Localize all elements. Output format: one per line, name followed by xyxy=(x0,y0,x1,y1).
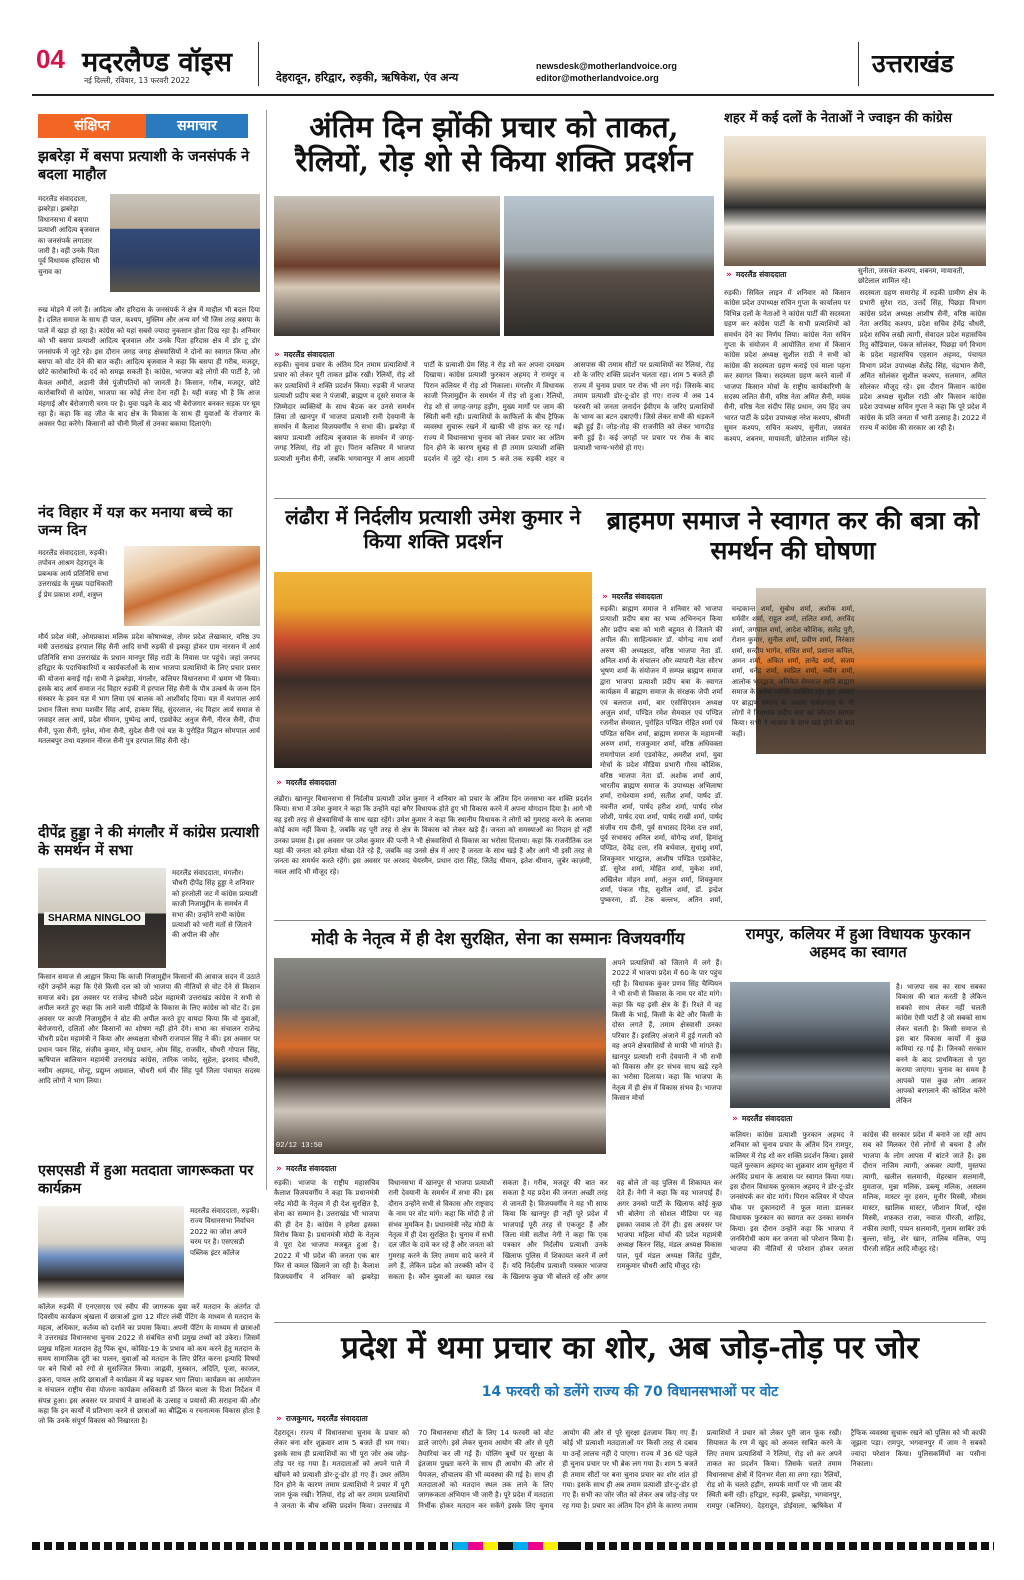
news-photo xyxy=(124,546,260,626)
section-rule xyxy=(274,1322,986,1323)
byline: » मदरलैंड संवाददाता xyxy=(276,778,336,788)
news-photo xyxy=(504,196,714,336)
rampur-body: कलियर। कांग्रेस प्रत्याशी फुरकान अहमद ने शनिवार को चुनाव प्रचार के अंतिम दिन रामपुर, कलियर में रोड़ शो कर शक्ति प्रदर्शन किया। इससे पहले फुरकान अहमद का शुक्रवार शाम सुनेहरा में अरविंद प्रधान के आवास पर स्वागत किया गया। इस दौरान विधायक फुरकान अहमद ने डोर-टू-डोर जनसंपर्क कर वोट मांगे। पिरान कलियर में पोपल चौक पर दुकानदारों ने फूल माला डालकर विधायक फुरकान का स्वागत कर उनका समर्थन किया। इस दौरान उन्होंने कहा कि भाजपा ने जनविरोधी काम कर जनता को परेशान किया है। भाजपा की नीतियों से परेशान होकर जनता कांग्रेस की सरकार प्रदेश में बनाने जा रही आप सब को मिलकर ऐसे लोगों से बचना है और भाजपा के लोग आपस में बांटने जाते हैं। इस दौरान नाजिम त्यागी, अकबर त्यागी, मुस्तफा त्यागी, खलील सलमानी, मेहरबान सलमानी, मुमताज, मुन्ना मलिक, डब्ल्यू मलिक, असलम मलिक, मास्टर नूर हसन, मुनीर मिस्त्री, मौसम मास्टर, खालिक मास्टर, जीशान मिर्जा, रईस मिस्त्री, शफ़कत राजा, नवाज पीरजी, शाहिद, नफीस त्यागी, पप्पन सलमानी, गुलाम साबिर उर्फ बुल्ला, सोनू, शेर खान, तालिब मलिक, पप्पू पीरजी सहित आदि मौजूद रहे। xyxy=(730,1131,986,1254)
bottom-subhead: 14 फरवरी को डलेंगे राज्य की 70 विधानसभाओं पर वोट xyxy=(481,1384,779,1400)
column-divider xyxy=(266,110,267,1190)
registration-marks xyxy=(32,1542,453,1550)
rampur-headline: रामपुर, कलियर में हुआ विधायक फुरकान अहमद का स्वागत xyxy=(745,926,971,961)
news-photo xyxy=(730,982,890,1108)
masthead-rule xyxy=(32,94,994,96)
masthead xyxy=(32,40,994,90)
landhaura-headline: लंढौरा में निर्दलीय प्रत्याशी उमेश कुमार ने किया शक्ति प्रदर्शन xyxy=(285,506,581,553)
section-rule xyxy=(274,498,986,499)
color-swatches xyxy=(453,1542,573,1550)
brahmin-headline: ब्राहमण समाज ने स्वागत कर की बत्रा को समर्थन की घोषणा xyxy=(606,506,980,565)
page-number: 04 xyxy=(36,44,65,74)
photo-timestamp: 02/12 13:50 xyxy=(276,1142,323,1150)
news-photo xyxy=(274,958,606,1154)
brief-tag-right: समाचार xyxy=(146,114,248,138)
news-photo xyxy=(274,572,592,768)
story-headline: दीपेंद्र हुड्डा ने की मंगलौर में कांग्रेस प्रत्याशी के समर्थन में सभा xyxy=(38,824,260,859)
news-photo xyxy=(38,868,166,968)
photo-banner-text: SHARMA NINGLOO xyxy=(44,912,145,925)
story-intro: मदरलैंड संवाददाता, रुड़की। राज्य विधानसभा निर्वाचन 2022 का जोश अपने चरम पर है। एसएसडी पब्लिक इंटर कॉलेज xyxy=(190,1207,260,1257)
modi-side-text: अपने प्रत्याशियों को जिताने में लगे हैं। 2022 में भाजपा प्रदेश में 60 के पार पहुंच रही है। विधायक कुंवर प्रणव सिंह चैम्पियन ने भी सभी से विकास के नाम पर वोट मांगे। कहा कि यह इसी क्षेत्र के हैं। रिश्ते में वह किसी के भाई, किसी के बेटे और किसी के दोस्त लगते हैं, तमाम क्षेत्रवासी उनका परिवार हैं। इसलिए अंजाने में हुई गलती को वह अपने क्षेत्रवासियों से माफी भी मांगते हैं। खानपुर प्रत्याशी रानी देवयानी ने भी सभी को विकास और हर संभव साथ खड़े रहने का भरोसा दिलाया। कहा कि भाजपा के नेतृत्व में ही क्षेत्र में विकास संभव है। भाजपा किसान मोर्चा xyxy=(612,959,722,1103)
modi-body: रुड़की। भाजपा के राष्ट्रीय महासचिव कैलाश विजयवर्गीय ने कहा कि प्रधानमंत्री नरेंद्र मोदी के नेतृत्व में ही देश सुरक्षित है, सेना का सम्मान है। उत्तराखंड भी भाजपा की ही देन है। कांग्रेस ने हमेशा इसका विरोध किया है। प्रधानमंत्री मोदी के नेतृत्व में पूरा देश भाजपा मजबूत हुआ है। 2022 में भी प्रदेश की जनता एक बार फिर से कमल खिलाने जा रही है। कैलाश विजयवर्गीय ने शनिवार को झबरेड़ा विधानसभा में खानपुर से भाजपा प्रत्याशी रानी देवयानी के समर्थन में सभा की। इस दौरान उन्होंने सभी से विकास और राष्ट्रवाद के नाम पर वोट मांगे। कहा कि मोदी है तो संभव मुमकिन है। प्रधानमंत्री नरेंद्र मोदी के नेतृत्व में ही देश सुरक्षित है। चुनाव में सभी दल जीत के दावे कर रहे हैं और जनता को गुमराह करने के लिए तमाम वादे करने में लगे हैं, लेकिन प्रदेश को तरक्की कौन दे सकता है। कौन युवाओं का ख्याल रख सकता है। गरीब, मजदूर की बात कर सकता है यह प्रदेश की जनता अच्छी तरह से जानती है। विजयवर्गीय ने यह भी साफ किया कि खानपुर ही नहीं पूरे प्रदेश में भाजपाई पूरी तरह से एकजुट हैं और जिला मंत्री सतीश नेगी ने कहा कि एक पत्रकार और निर्दलीय प्रत्याशी उनके खिलाफ पुलिस में शिकायत करने में लगे हैं। यदि निर्दलीय प्रत्याशी पत्रकार भाजपा के खिलाफ कुछ भी बोलते रहें और अगर वह बोले तो वह पुलिस में शिकायत कर देते हैं। नेगी ने कहा कि यह भाजपाई हैं। अगर उनको पार्टी के खिलाफ कोई कुछ भी बोलेगा तो सोशल मीडिया पर वह इसका जवाब तो देंगे ही। इस अवसर पर भाजपा महिला मोर्चा की प्रदेश महामंत्री अध्यक्ष किरन सिंह, मंडल अध्यक्ष विकास पाल, पूर्व मंडल अध्यक्ष जितेंद्र पुंडीर, रामकुमार चौधरी आदि मौजूद रहे। xyxy=(274,1179,722,1281)
brahmin-body: रुड़की। ब्राह्मण समाज ने शनिवार को भाजपा प्रत्याशी प्रदीप बत्रा का भव्य अभिनन्दन किया और प्रदीप बत्रा को भारी बहुमत से जिताने की अपील की। साहित्यकार डॉ. योगेन्द्र नाथ शर्मा अरुण की अध्यक्षता, वरिष्ठ भाजपा नेता डॉ. अनिल शर्मा के संचालन और व्यापारी नेता सौरभ भूषण शर्मा के संयोजन में सम्पन्न ब्राह्मण समाज द्वारा भाजपा प्रत्याशी प्रदीप बत्रा के स्वागत कार्यक्रम में ब्राह्मण समाज के संरक्षक जेपी शर्मा एवं बलराज शर्मा, बार एसोसिएशन अध्यक्ष अजुल शर्मा, पण्डित रमेश सेमवाल एवं पण्डित रजनीश सेमवाल, पुरोहित पण्डित रोहित शर्मा एवं पण्डित सचिन शर्मा, ब्राह्मण समाज के महामन्त्री अरुण शर्मा, राजकुमार शर्मा, वरिष्ठ अधिवक्ता रामगोपाल शर्मा एडवोकेट, अमरीश शर्मा, युवा मोर्चा के प्रदेश मीडिया प्रभारी गौरव कौशिक, वरिष्ठ भाजपा नेता डॉ. अशोक शर्मा आर्य, भारतीय ब्राह्मण समाज के उपाध्यक्ष अभिलाषा शर्मा, राधेश्याम शर्मा, सतीश शर्मा, पार्षद डॉ. नवनीत शर्मा, पार्षद हरीश शर्मा, पार्षद रमेश जोशी, पार्षद दया शर्मा, पार्षद राखी शर्मा, पार्षद संजीव राय दीनी, पूर्व सभासद दिनेश दत्त शर्मा, पूर्व सभासद अनिल शर्मा, योगेन्द्र शर्मा, हिमांशु पण्डित, देवेंद्र दत्ता, रवि बर्थवाल, सुधांशु शर्मा, शिवकुमार भारद्वाज, आशीष पण्डित एडवोकेट, डॉ. सुरेश शर्मा, मोहित शर्मा, मुकेश शर्मा, अखिलेश मोहन शर्मा, अनुज शर्मा, शिवकुमार शर्मा, पंकज गौड़, सुशील शर्मा, डॉ. इन्द्रेश पुष्करना, डॉ. टेक बल्लभ, अतिन शर्मा, चन्द्रकान्त शर्मा, सुबोध शर्मा, अशोक शर्मा, धर्मवीर शर्मा, राहुल शर्मा, ललित शर्मा, अरविंद शर्मा, जगपाल शर्मा, आदेश कौशिक, सलेंद्र पुरी, रोशन कुमार, सुनील शर्मा, प्रवीण शर्मा, निरंकार शर्मा, सन्दीप भार्गव, सचित शर्मा, प्रशान्त कपिल, अमन शर्मा, अंकित शर्मा, ज्ञानेंद्र शर्मा, संजय शर्मा, धनेंद्र शर्मा, स्वप्निल शर्मा, नवीन शर्मा, आलोक भारद्वाज, अनिकेत सेमवाल आदि ब्राह्मण समाज के अनेक व्यक्ति उपस्थित रहे। इस अवसर पर ब्राह्मण समाज के अलावा सर्वसमाज के भी लोगों ने विधायक प्रदीप बत्रा का जोरदार स्वागत किया। सभी ने भाजपा के साथ खड़े होने की बात कही। xyxy=(600,605,855,905)
lead-photos xyxy=(274,196,714,336)
masthead-divider xyxy=(258,42,259,86)
modi-headline: मोदी के नेतृत्व में ही देश सुरक्षित, सेना का सम्मानः विजयवर्गीय xyxy=(311,929,685,948)
byline: » मदरलैंड संवाददाता xyxy=(602,592,662,602)
news-photo xyxy=(110,194,260,292)
brief-tag xyxy=(38,114,248,138)
rampur-side-text: है। भाजपा सब का साथ सबका विकास की बात करती है लेकिन सबको साथ लेकर नहीं चलती कांग्रेस ऐसी पार्टी है जो सबको साथ लेकर चलती है। किसी समाज से इस बार विकास कार्यों में कुछ कमियां रह गई हैं। जिनको सरकार बनने के बाद प्राथमिकता से पूरा कराया जाएगा। चुनाव का समय है आपको पास कुछ लोग आकर आपको बरगलाने की कोशिश करेंगे लेकिन xyxy=(896,983,986,1106)
story-intro: मदरलैंड संवाददाता, रुड़की। तपोवन आश्रम देहरादून के प्रबन्धक आर्य प्रतिनिधि सभा उत्तराखंड के मुख्य पदाधिकारी ई प्रेम प्रकाश शर्मा, शत्रुघ्न xyxy=(38,549,113,599)
story-intro: मदरलैंड संवाददाता, मंगलौर। चौधरी दीपेंद्र सिंह हुड्डा ने शनिवार को हरजोली जट में कांग्रेस प्रत्याशी काजी निजामुद्दीन के समर्थन में सभा की। उन्होंने सभी कांग्रेस प्रत्याशी को भारी मतों से जिताने की अपील की और xyxy=(172,869,258,940)
story-body: मौर्य प्रदेश मंत्री, ओमप्रकाश मलिक प्रदेश कोषाध्यक्ष, तोमर प्रदेश लेखाकार, वरिष्ठ उप मंत्री उत्तराखंड हरपाल सिंह सैनी आदि सभी रुड़की से इकट्ठा होकर ग्राम नारसन में आर्य प्रतिनिधि सभा उत्तराखंड के प्रधान मानपुर सिंह राठी के निवास पर पहुंचे। जहां जनपद हरिद्वार के पदाधिकारियों व कार्यकर्ताओं के साथ भाजपा प्रत्याशियों के लिए प्रचार प्रसार की योजना बनाई गई। सभी ने झबरेड़ा, मंगलौर, कलियर विधानसभा में भ्रमण भी किया। इसके बाद आर्य समाज नंद विहार रुड़की में हरपाल सिंह सैनी के पौत्र उत्कर्ष के जन्म दिन संस्कार के हवन यज्ञ में भाग लिया एवं बालक को आशीर्वाद दिया। यज्ञ में यशपाल आर्य प्रधान जिला सभा यशवीर सिंह आर्य, हाकम सिंह, सुंदरलाल, नंद विहार आर्य समाज से जवाहर लाल आर्य, प्रदेश धीमान, पुष्पेन्द्र आर्य, एडवोकेट अनुज सैनी, नीरज सैनी, दीपा सैनी, पूजा सैनी, गुनेश, मोना सैनी, सुदेश सैनी एवं यज्ञ के पुरोहित विद्वान सोमपाल आर्य मतलबपुर तथा यज्ञमान नीरज सैनी पुत्र हरपाल सिंह सैनी रहे। xyxy=(38,633,260,746)
lead-headline: अंतिम दिन झोंकी प्रचार को ताकत, रैलियों, रोड़ शो से किया शक्ति प्रदर्शन xyxy=(295,110,693,179)
story-headline: एसएसडी में हुआ मतदाता जागरूकता पर कार्यक्रम xyxy=(38,1162,254,1197)
email-news: newsdesk@motherlandvoice.org xyxy=(536,61,677,71)
section-rule xyxy=(274,920,986,921)
lead-body: रुड़की। चुनाव प्रचार के अंतिम दिन तमाम प्रत्याशियों ने प्रचार को लेकर पूरी ताकत झोंक रखी। रैलियों, रोड़ शो कर प्रत्याशियों ने शक्ति प्रदर्शन किया। रुड़की में भाजपा प्रत्याशी प्रदीप बत्रा ने पंजाबी, ब्राह्मण व दूसरे समाज के जिम्मेदार व्यक्तियों के साथ बैठक कर उनसे समर्थन लिया तो खानपुर में भाजपा प्रत्याशी रानी देवयानी के समर्थन में कैलाश विजयवर्गीय ने सभा की। झबरेड़ा में बसपा प्रत्याशी आदित्य बृजवाल के समर्थन में जगह-जगह रैलियां, रोड़ शो हुए। पिरान कलियर में भाजपा प्रत्याशी मुनीश सैनी, जबकि भगवानपुर में आम आदमी पार्टी के प्रत्याशी प्रेम सिंह ने रोड़ शो कर अपना दमखम दिखाया। कांग्रेस प्रत्याशी फुरकान अहमद ने रामपुर व पिरान कलियर में रोड़ शो निकाला। मंगलौर में विधायक काजी निजामुद्दीन के समर्थन में रोड़ शो हुआ। रैलियों, रोड़ शो से जगह-जगह हड़ौंग, मुख्य मार्गों पर जाम की स्थिती बनी रही। प्रत्याशियों के काफिलों के बीच ट्रैफिक व्यवस्था सुचारू रखने में खाकी भी हांफ कर रह गई। राज्य में विधानसभा चुनाव को लेकर प्रचार का अंतिम दिन होने के कारण सुबह से ही तमाम प्रत्याशी शक्ति प्रदर्शन में जुटे रहे। शाम 5 बजे तक रुड़की शहर व आसपास की तमाम सीटों पर प्रत्याशियों का रैलियां, रोड़ शो के जरिए शक्ति प्रदर्शन चलता रहा। शाम 5 बजते ही राज्य में चुनाव प्रचार पर रोक भी लग गई। जिसके बाद तमाम प्रत्याशी डोर-टू-डोर हो गए। राज्य में अब 14 फरवरी को जनता जनार्दन ईवीएम के जरिए प्रत्याशियों के भाग्य का बटन दबाएगी। जिसे लेकर सभी की धड़कनें बढ़ी हुई हैं। जोड़-तोड़ की राजनीति को लेकर भागदौड़ बनी हुई है। कई जगहों पर प्रचार पर रोक के बाद प्रत्याशी भाग्य-भरोसे हो गए। xyxy=(274,361,714,463)
byline: » मदरलैंड संवाददाता xyxy=(274,350,334,360)
story-intro: मदरलैंड संवाददाता, झबरेड़ा। झबरेड़ा विधानसभा में बसपा प्रत्याशी आदित्य बृजवाल का जनसंपर्क लगातार जारी है। वहीं उनके पिता पूर्व विधायक हरिदास भी चुनाव का xyxy=(38,195,100,276)
congress-body: रुड़की। सिविल लाइन में शनिवार को किसान कांग्रेस प्रदेश उपाध्यक्ष सचिन गुप्ता के कार्यालय पर विभिन्न दलों के नेताओं ने कांग्रेस पार्टी की सदस्यता ग्रहण कर कांग्रेस पार्टी के सभी प्रत्याशियों को समर्थन देने का निर्णय लिया। कांग्रेस नेता सचिन गुप्ता के संयोजन में आयोजित सभा में किसान कांग्रेस प्रदेश अध्यक्ष सुशील राठी ने सभी को कांग्रेस की सदस्यता ग्रहण कराई एवं माला पहना कर स्वागत किया। सदस्यता ग्रहण करने वालों में भाजपा किसान मोर्चा के राष्ट्रीय कार्यकारिणी के सदस्य ललित सैनी, वरिष्ठ नेता अमित सैनी, मयंक सैनी, वरिष्ठ नेता संदीप सिंह प्रधान, जय हिंद जय भारत पार्टी के प्रदेश उपाध्यक्ष नरेश कश्यप, श्रीमती सुमन कश्यप, सचिन कश्यप, सुनीता, जसवंत कश्यप, शबनम, मायावती, छोटेलाल शामिल रहे। सदस्यता ग्रहण समारोह में रुड़की ग्रामीण क्षेत्र के प्रभारी सुरेश राठ, उत्तर्दे सिंह, पिछड़ा विभाग कांग्रेस प्रदेश अध्यक्ष आशीष सैनी, वरिष्ठ कांग्रेस नेता अरविंद कश्यप, प्रदेश सचिव हेमेंद्र चौधरी, प्रदेश सचिव लखी त्यागी, सेवादल प्रदेश महासचिव रितु कौंडियाल, पंकज सोलंकर, पिछड़ा वर्ग विभाग के प्रदेश महासचिव एहसान अहमद, पंचायत विभाग प्रदेश उपाध्यक्ष शैलेंद्र सिंह, चंद्रभान सैनी, अमित सोलंकर सुशील कश्यप, सलमान, अमित सोलंकर मौजूद रहे। इस दौरान किसान कांग्रेस प्रदेश अध्यक्ष सुशील राठी और किसान कांग्रेस प्रदेश उपाध्यक्ष सचिन गुप्ता ने कहा कि पूरे प्रदेश में कांग्रेस के प्रति जनता में भारी उत्साह है। 2022 में राज्य में कांग्रेस की सरकार आ रही है। xyxy=(724,289,986,443)
byline: » मदरलैंड संवाददाता xyxy=(276,1164,336,1174)
dateline: नई दिल्ली, रविवार, 13 फरवरी 2022 xyxy=(84,76,190,85)
registration-bar xyxy=(32,1542,994,1550)
masthead-divider xyxy=(858,42,859,86)
byline: » राजकुमार, मदरलैंड संवाददाता xyxy=(276,1414,368,1424)
byline: » मदरलैंड संवाददाता xyxy=(732,1114,792,1124)
registration-marks xyxy=(573,1542,994,1550)
brief-tag-left: संक्षिप्त xyxy=(38,114,146,138)
story-body: कॉलेज रुड़की में एनएसएस एवं स्वीप की जागरूक युवा करें मतदान के अंतर्गत दो दिवसीय कार्यक्रम श्रृंखला में छात्राओं द्वारा 12 मीटर लंबी पेंटिंग के माध्यम से मतदान के महत्व, अधिकार, कर्तव्य को दर्शाने का प्रयास किया। अपनी पेंटिंग के माध्यम से छात्राओं ने उत्तराखंड विधानसभा चुनाव 2022 से संबंधित सभी प्रमुख तथ्यों को उकेरा। जिसमें प्रमुख महिला मतदान हेतु पिंक बूथ, कोविड-19 के प्रभाव को कम करने हेतु मतदान के समय सामाजिक दूरी का पालन, युवाओं को मतदान के लिए प्रेरित करना इत्यादि विषयों पर बने चित्रों को रंगों से सुसज्जित किया। जाह्नवी, मुस्कान, अदिति, पूजा, काजल, इकरा, पायल आदि छात्राओं ने कार्यक्रम में बढ़ चढ़कर भाग लिया। कार्यक्रम का आयोजन व संचालन राष्ट्रीय सेवा योजना कार्यक्रम अधिकारी डॉ किरन बाला के दिशा निर्देशन में संपन्न हुआ। इस अवसर पर प्राचार्य ने छात्राओं के उत्साह व प्रयासों की सराहना की और कहा कि इन कार्यों में प्रतिभाग करने से छात्राओं का बौद्धिक व रचनात्मक विकास होता है जो कि उनके संपूर्ण विकास को निखारता है। xyxy=(38,1303,260,1426)
news-photo xyxy=(724,136,986,266)
news-photo xyxy=(274,196,500,336)
bottom-headline: प्रदेश में थमा प्रचार का शोर, अब जोड़-तोड़ पर जोर xyxy=(341,1330,919,1366)
bottom-body: देहरादून। राज्य में विधानसभा चुनाव के प्रचार को लेकर बना शोर शुक्रवार शाम 5 बजते ही थम गया। इसके साथ ही प्रत्याशियों का भी पूरा जोर अब जोड़-तोड़ पर रह गया है। मतदाताओं को अपने पाले में खींचने को प्रत्याशी डोर-टू-डोर हो गए हैं। उधर अंतिम दिन होने के कारण तमाम प्रत्याशियों ने प्रचार में पूरी जान फूंक रखी। रैलियां, रोड़ शो कर तमाम प्रत्याशियों ने जनता के बीच शक्ति प्रदर्शन किया। उत्तराखंड में 70 विधानसभा सीटों के लिए 14 फरवरी को वोट डाले जाएंगे। इसे लेकर चुनाव आयोग की ओर से पूरी तैयारियां कर ली गई हैं। पोलिंग बूथों पर सुरक्षा के इंतजाम पुख्ता करने के साथ ही आयोग की ओर से पेयजल, शौचालय की भी व्यवस्था की गई है। साथ ही मतदाताओं को मतदान स्थल तक लाने के लिए जागरूकता अभियान भी जारी है। पूरे प्रदेश में मतदाता निर्भीक होकर मतदान कर सकेंगे इसके लिए चुनाव आयोग की ओर से पूरे सुरक्षा इंतजाम किए गए हैं। कोई भी प्रत्याशी मतदाताओं पर किसी तरह से दबाव या उन्हें लालच नहीं दे पाएगा। राज्य में 36 घंटे पहले ही चुनाव प्रचार पर भी ब्रेक लग गया है। शाम 5 बजते ही तमाम सीटों पर बना चुनाव प्रचार का शोर शांत हो गया। इसके साथ ही अब तमाम प्रत्याशी डोर-टू-डोर हो गए हैं। सभी का जोर जीत को लेकर अब जोड़-तोड़ पर रह गया है। प्रचार का अंतिम दिन होने के कारण तमाम प्रत्याशियों ने प्रचार को लेकर पूरी जान फूंक रखी। सियासत के रण में खुद को अव्वल साबित करने के लिए तमाम प्रत्याशियों ने रैलियां, रोड़ शो कर अपने ताकत का प्रदर्शन किया। जिसके चलते तमाम विधानसभा क्षेत्रों में दिनभर मेला सा लगा रहा। रैलियों, रोड़ शो के चलते हड़ौंग, सम्पर्क मार्गों पर भी जाम की स्थिती बनी रही। हरिद्वार, रुड़की, झबरेड़ा, भगवानपुर, रामपुर (कलियर), देहरादून, डोईवाला, ऋषिकेश में ट्रैफिक व्यवस्था सुचारू रखने को पुलिस को भी काफी जूझना पड़ा। रामपुर, भगवानपुर में जाम ने सबको ज्यादा परेशान किया। पुलिसकर्मियों का पसीना निकाला। xyxy=(274,1429,986,1510)
story-headline: नंद विहार में यज्ञ कर मनाया बच्चे का जन्म दिन xyxy=(38,504,233,539)
section-name: उत्तराखंड xyxy=(872,49,954,78)
news-photo xyxy=(38,1206,184,1298)
photo-caption: सुनीता, जसवंत कश्यप, शबनम, मायावती, छोटेलाल शामिल रहे। xyxy=(858,267,965,286)
story-headline: झबरेड़ा में बसपा प्रत्याशी के जनसंपर्क ने बदला माहौल xyxy=(38,148,250,183)
byline: » मदरलैंड संवाददाता xyxy=(726,270,786,280)
story-body: रुख मोड़ने में लगे हैं। आदित्य और हरिदास के जनसंपर्क ने क्षेत्र में माहौल भी बदल दिया है। दलित समाज के साथ ही पाल, कश्यप, मुस्लिम और अन्य वर्ग भी जिस तरह बसपा के पाले में खड़ा हो रहा है। कांग्रेस को यहां सबसे ज्यादा नुकसान होता दिख रहा है। शनिवार को भी बसपा प्रत्याशी आदित्य बृजवाल और उनके पिता हरिदास क्षेत्र में डोर टू डोर जनसंपर्क में जुटे रहे। इस दौरान जगह जगह क्षेत्रवासियों ने दोनों का स्वागत किया और बसपा को वोट देने की बात कही। आदित्य बृजवाल ने कहा कि बसपा ही गरीब, मजदूर, छोटे कारोबारियों के दर्द को समझ सकती है। कांग्रेस, भाजपा बड़े लोगों की पार्टी है, जो केवल अमीरों, अडानी जैसे पूंजीपतियों को जानती है। किसान, गरीब, मजदूर, छोटे कारोबारियों से कांग्रेस, भाजपा का कोई लेना देना नहीं है। यही वजह भी है कि आज मंहगाई और बेरोजगारी चरम पर है। युवा पढ़ने के बाद भी बेरोजगार बनकर सड़क पर घूम रहा है। कहा कि वह जीत के बाद क्षेत्र के विकास के साथ ही युवाओं के रोजगार के अवसर पैदा करेंगे। किसानों को चीनी मिलों से उनका बकाया दिलाएंगे। xyxy=(38,306,260,429)
story-body: किसान समाज से आह्वान किया कि काजी निजामुद्दीन किसानों की आवाज सदन में उठाते रहेंगे उन्होंने कहा कि ऐसे किसी दल को जो भाजपा की नीतियों से वोट देने से किसान समाज बचे। इस अवसर पर राजेन्द्र चौधरी प्रदेश महामंत्री उत्तराखंड कांग्रेस ने सभी से अपील करते हुए कहा कि आने वाली पीढ़ियों के विकास के लिए कांग्रेस को वोट दें। इस अवसर पर काजी निजामुद्दीन ने वोट की अपील करते हुए वायदा किया कि वो युवाओं, बेरोजगारों, दलितों और किसानों का शोषण नहीं होने देंगे। सभा का संचालन राजेन्द्र चौधरी प्रदेश महामंत्री ने किया और अध्यक्षता चौधरी राजपाल सिंह ने की। इस अवसर पर प्रधान पवन सिंह, संजीव कुमार, मोनू प्रधान, ओम सिंह, राजवीर, चौधरी गोपाल सिंह, ऋषिपाल बालियान महामंत्री उत्तराखंड कांग्रेस, तारिक जावेद, सुहेल, इरशाद चौधरी, नसीम अहमद, मोन्टू, प्रद्युम्न अग्रवाल, चौधरी धर्म वीर सिंह पूर्व जिला पंचायत सदस्य आदि लोगों ने भाग लिया। xyxy=(38,973,260,1086)
paper-name: मदरलैण्ड वॉइस xyxy=(82,47,233,78)
congress-headline: शहर में कई दलों के नेताओं ने ज्वाइन की कांग्रेस xyxy=(724,111,952,126)
email-editor: editor@motherlandvoice.org xyxy=(536,73,659,83)
landhaura-body: लंढौरा। खानपुर विधानसभा से निर्दलीय प्रत्याशी उमेश कुमार ने शनिवार को प्रचार के अंतिम दिन जनसभा कर शक्ति प्रदर्शन किया। सभा में उमेश कुमार ने कहा कि उन्होंने यहां बगैर विधायक होते हुए भी विकास करने में अपना योगदान दिया है। आगे भी वह इसी तरह से क्षेत्रवासियों के साथ खड़ा रहेंगे। उमेश कुमार ने कहा कि स्थानीय विधायक ने लोगों को गुमराह करने के अलावा कोई काम नहीं किया है, जबकि वह पूरी तरह से क्षेत्र के विकास को लेकर खड़े हैं। जनता को समस्याओं का निदान हो नहीं उनका प्रयास है। इस अवसर पर उमेश कुमार की पत्नी ने भी क्षेत्रवासियों से विकास का भरोसा दिलाया। कहा कि राजनीतिक दल यहां की जनता को हमेशा धोखा देते रहे हैं, जबकि वह उनसे क्षेत्र में आए हैं जनता के साथ खड़े हैं और आगे भी इसी तरह से जनता का समर्थन करते रहेंगे। इस अवसर पर अरशद चेयरमैन, प्रधान दारा सिंह, जितेंद्र धीमान, इतेश धीमान, जुबेर काज़मी, नवल आदि भी मौजूद रहे। xyxy=(274,795,592,876)
cities-line: देहरादून, हरिद्वार, रुड़की, ऋषिकेश, एंव अन्य xyxy=(276,71,459,84)
